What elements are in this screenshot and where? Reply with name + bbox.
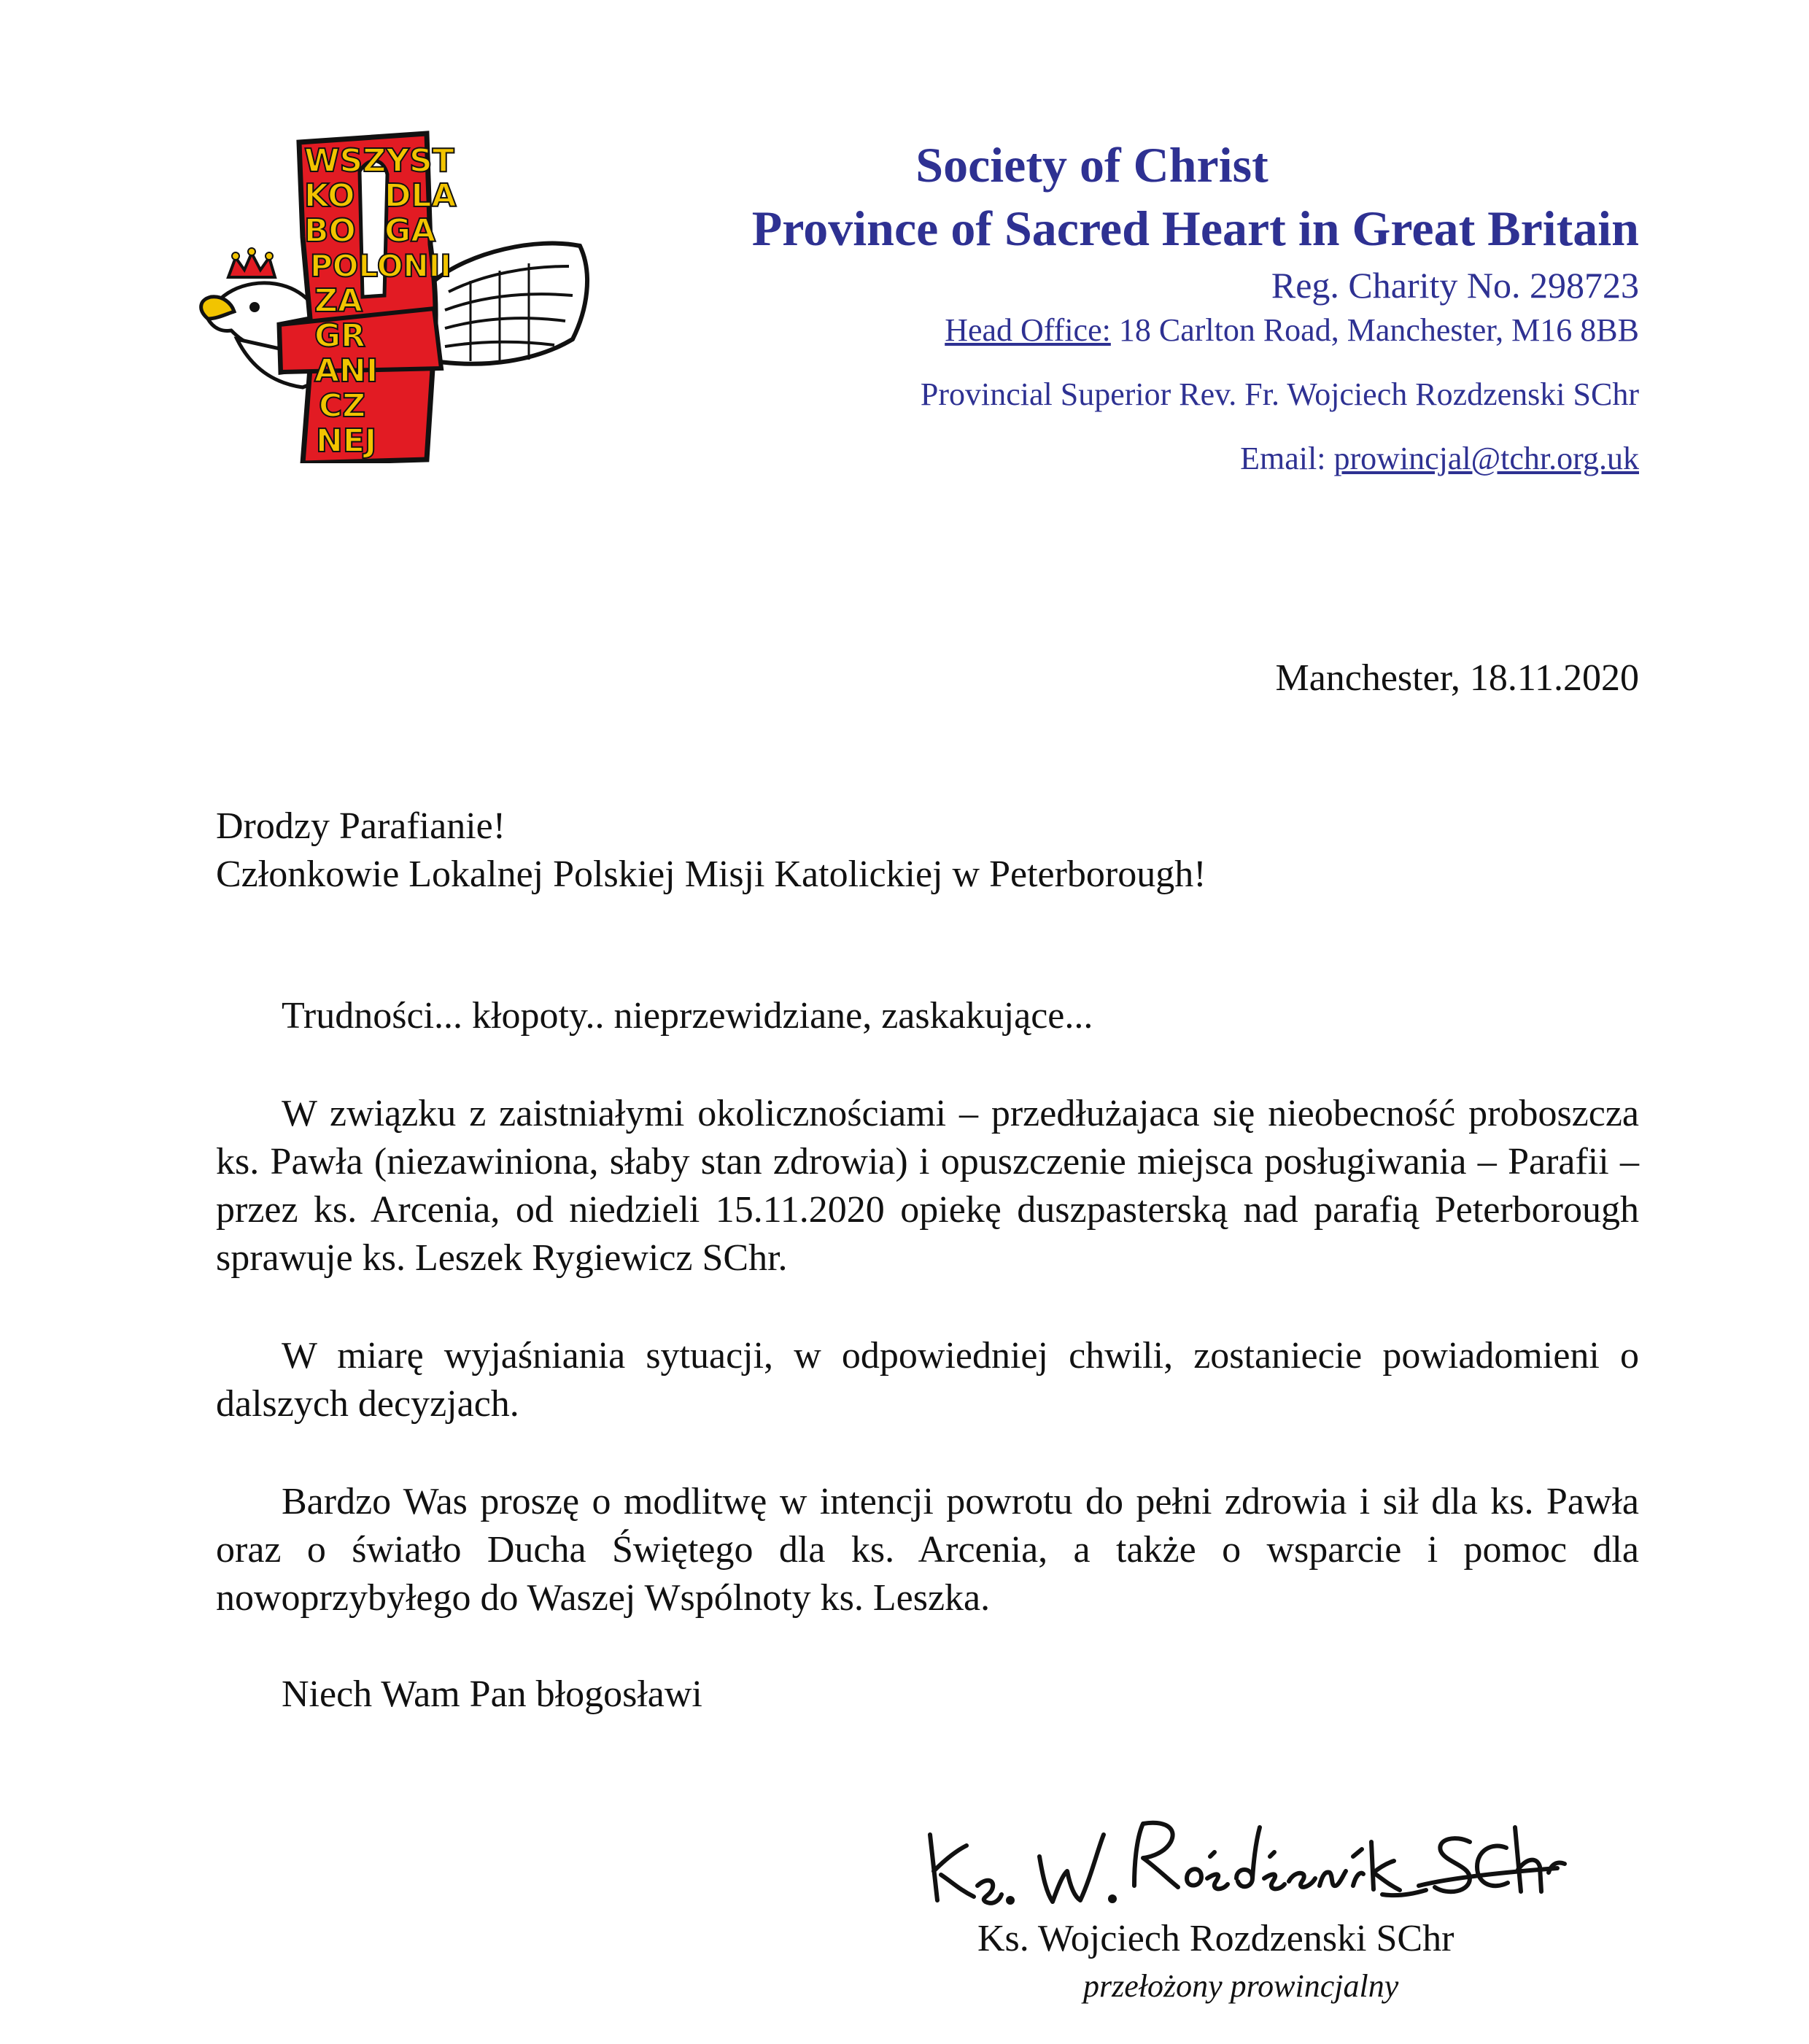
email-link[interactable]: prowincjal@tchr.org.uk (1333, 441, 1639, 476)
greeting (216, 802, 1206, 899)
email-line (545, 437, 1639, 481)
signer-title: przełożony prowincjalny (1083, 1968, 1399, 2004)
paragraph-2: W związku z zaistniałymi okolicznościami – przedłużajaca się nieobecność proboszcza ks. Pawła (niezawiniona, słaby stan zdrowia) i opuszczenie miejsca posługiwania – Parafii – przez ks. Arcenia, od niedzieli 15.11.2020 opiekę duszpasterską nad parafią Peterborough sprawuje ks. Leszek Rygiewicz SChr. (216, 1093, 1639, 1279)
paragraph-4: Bardzo Was proszę o modlitwę w intencji powrotu do pełni zdrowia i sił dla ks. Pawła oraz o światło Ducha Świętego dla ks. Arcenia, a także o wsparcie i pomoc dla nowoprzybyłego do Waszej Wspólnoty ks. Leszka. (216, 1481, 1639, 1619)
svg-text:ZA: ZA (314, 282, 363, 320)
head-office-label: Head Office: (945, 312, 1111, 348)
svg-text:BO: BO (304, 212, 356, 249)
svg-text:DLA: DLA (384, 177, 457, 214)
paragraph-3: W miarę wyjaśniania sytuacji, w odpowiedniej chwili, zostaniecie powiadomieni o dalszych decyzjach. (216, 1335, 1639, 1425)
handwritten-signature (915, 1805, 1572, 1915)
signer-name: Ks. Wojciech Rozdzenski SChr (977, 1918, 1454, 1959)
svg-text:KO: KO (304, 177, 355, 214)
letterhead (545, 135, 1639, 481)
organization-name: Society of Christ (915, 137, 1268, 193)
svg-text:WSZYST: WSZYST (304, 142, 454, 179)
svg-text:CZ: CZ (319, 387, 366, 425)
greeting-line-2: Członkowie Lokalnej Polskiej Misji Katolickiej w Peterborough! (216, 853, 1206, 895)
head-office-address (545, 309, 1639, 352)
province-name: Province of Sacred Heart in Great Britain (751, 201, 1639, 256)
svg-text:GA: GA (384, 212, 436, 249)
letter-date: Manchester, 18.11.2020 (1275, 657, 1639, 699)
email-label: Email: (1240, 441, 1326, 476)
society-logo-icon (193, 128, 602, 463)
svg-text:POLONII: POLONII (310, 248, 452, 284)
address-text: 18 Carlton Road, Manchester, M16 8BB (1118, 312, 1639, 348)
svg-text:NEJ: NEJ (316, 422, 377, 460)
svg-text:GR: GR (314, 317, 365, 355)
paragraph-5: Niech Wam Pan błogosławi (282, 1673, 702, 1715)
provincial-superior: Provincial Superior Rev. Fr. Wojciech Rozdzenski SChr (920, 376, 1639, 412)
greeting-line-1: Drodzy Parafianie! (216, 805, 506, 847)
paragraph-1: Trudności... kłopoty.. nieprzewidziane, zaskakujące... (282, 995, 1093, 1037)
svg-text:ANI: ANI (314, 352, 379, 390)
charity-number: Reg. Charity No. 298723 (1271, 265, 1639, 306)
